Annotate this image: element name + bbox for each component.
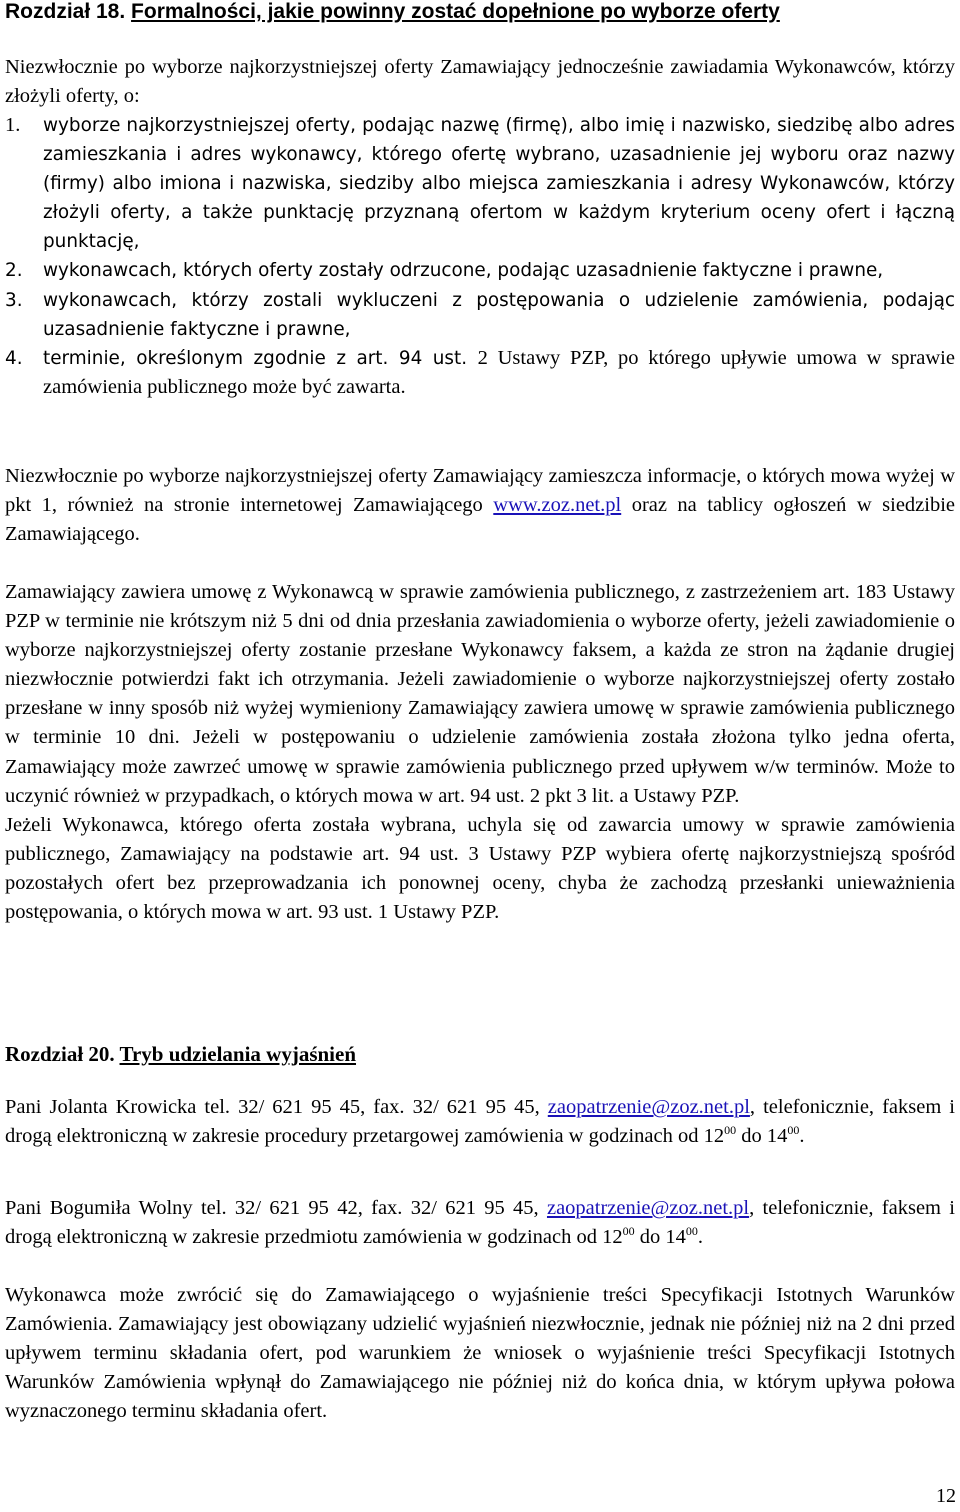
contract-paragraph: Zamawiający zawiera umowę z Wykonawcą w sprawie zamówienia publicznego, z zastrzeżeniem art. 183 Ustawy PZP w terminie nie krótszym niż 5 dni od dnia przesłania zawiadomienia o wyborze oferty, jeżeli zawiadomienie o wyborze najkorzystniejszej oferty zostanie przesłane Wykonawcy faksem, a każda ze stron na żądanie drugiej niezwłocznie potwierdzi fakt ich otrzymania. Jeżeli zawiadomienie o wyborze najkorzystniejszej oferty zostało przesłane w inny sposób niż wyżej wymieniony Zamawiający zawiera umowę w sprawie zamówienia publicznego w terminie 10 dni. Jeżeli w postępowaniu o udzielenie zamówienia została złożona tylko jedna oferta, Zamawiający może zawrzeć umowę w sprawie zamówienia publicznego przed upływem w/w terminów. Może to uczynić również w przypadkach, o których mowa w art. 94 ust. 2 pkt 3 lit. a Ustawy PZP. bbox=[5, 581, 955, 807]
chapter-20-title: Tryb udzielania wyjaśnień bbox=[119, 1042, 357, 1066]
clarification-paragraph: Wykonawca może zwrócić się do Zamawiającego o wyjaśnienie treści Specyfikacji Istotnych Warunków Zamówienia. Zamawiający jest obowiązany udzielić wyjaśnień niezwłocznie, jednak nie później niż na 2 dni przed upływem terminu składania ofert, pod warunkiem że wniosek o wyjaśnienie treści Specyfikacji Istotnych Warunków Zamówienia wpłynął do Zamawiającego nie później niż do końca dnia, w którym upływa połowa wyznaczonego terminu składania ofert. bbox=[5, 1284, 955, 1423]
chapter-18-heading bbox=[5, 0, 780, 26]
list-item-text: wyborze najkorzystniejszej oferty, podając nazwę (firmę), albo imię i nazwisko, siedzibę albo adres zamieszkania i adres wykonawcy, którego ofertę wybrano, uzasadnienie jej wyboru oraz nazwy (firmy) albo imiona i nazwiska, siedziby albo miejsca zamieszkania i adresy Wykonawców, którzy złożyli oferty, a także punktację przyznaną ofertom w każdym kryterium oceny ofert i łączną punktację, bbox=[43, 115, 955, 253]
list-item bbox=[5, 286, 955, 344]
contact-1-text-mid: do 14 bbox=[736, 1125, 788, 1148]
contract-section bbox=[5, 578, 955, 927]
contract-paragraph-2: Jeżeli Wykonawca, którego oferta została wybrana, uchyla się od zawarcia umowy w sprawie zamówienia publicznego, Zamawiający na podstawie art. 94 ust. 3 Ustawy PZP wybiera ofertę najkorzystniejszą spośród pozostałych ofert bez przeprowadzania ich ponownej oceny, chyba że zachodzą przesłanki unieważnienia postępowania, o których mowa w art. 93 ust. 1 Ustawy PZP. bbox=[5, 813, 955, 924]
contact-paragraph-1 bbox=[5, 1093, 955, 1151]
email-link-1[interactable]: zaopatrzenie@zoz.net.pl bbox=[547, 1096, 750, 1118]
contact-paragraph-2 bbox=[5, 1194, 955, 1252]
list-item-number: 3. bbox=[5, 289, 23, 311]
list-item bbox=[5, 111, 955, 256]
list-item-text-serif: 2 Ustawy PZP, po którego upływie umowa w sprawie zamówienia publicznego może być zawarta. bbox=[43, 346, 955, 398]
hour-superscript: 00 bbox=[685, 1224, 698, 1239]
chapter-18-number: Rozdział 18. bbox=[5, 0, 126, 23]
chapter-20-number: Rozdział 20. bbox=[5, 1042, 115, 1066]
list-item-text: wykonawcach, których oferty zostały odrzucone, podając uzasadnienie faktyczne i prawne, bbox=[43, 260, 884, 282]
list-item-number: 1. bbox=[5, 114, 21, 136]
publication-paragraph bbox=[5, 462, 955, 549]
contact-1-text-after: , telefonicznie, faksem i drogą elektroniczną w zakresie procedury przetargowej zamówienia w godzinach od 12 bbox=[5, 1096, 956, 1148]
hour-superscript: 00 bbox=[622, 1224, 635, 1239]
contact-1-text: Pani Jolanta Krowicka tel. 32/ 621 95 45, fax. 32/ 621 95 45, bbox=[5, 1096, 540, 1118]
hour-superscript: 00 bbox=[787, 1123, 800, 1138]
publication-text: Niezwłocznie po wyborze najkorzystniejszej oferty Zamawiający zamieszcza informacje, o których mowa wyżej w pkt 1, również na stronie internetowej Zamawiającego bbox=[5, 465, 955, 517]
contact-2-text-end: . bbox=[697, 1226, 703, 1249]
list-item bbox=[5, 256, 955, 285]
contact-2-text-after: , telefonicznie, faksem i drogą elektroniczną w zakresie przedmiotu zamówienia w godzinach od 12 bbox=[5, 1197, 955, 1249]
chapter-20-heading bbox=[5, 1040, 356, 1068]
intro-paragraph: Niezwłocznie po wyborze najkorzystniejszej oferty Zamawiający jednocześnie zawiadamia Wykonawców, którzy złożyli oferty, o: bbox=[5, 56, 955, 108]
notification-list bbox=[5, 111, 955, 402]
list-item bbox=[5, 344, 955, 402]
list-item-number: 4. bbox=[5, 347, 23, 369]
chapter-18-title: Formalności, jakie powinny zostać dopełnione po wyborze oferty bbox=[131, 0, 780, 23]
list-item-text: wykonawcach, którzy zostali wykluczeni z postępowania o udzielenie zamówienia, podając uzasadnienie faktyczne i prawne, bbox=[43, 289, 955, 340]
publication-text-after: oraz na tablicy ogłoszeń w siedzibie Zamawiającego. bbox=[5, 494, 956, 546]
email-link-2[interactable]: zaopatrzenie@zoz.net.pl bbox=[546, 1197, 750, 1219]
contact-2-text-mid: do 14 bbox=[634, 1226, 686, 1249]
page-number: 12 bbox=[936, 1485, 956, 1507]
website-link[interactable]: www.zoz.net.pl bbox=[493, 494, 622, 517]
list-item-number: 2. bbox=[5, 260, 23, 282]
list-item-text-sans: terminie, określonym zgodnie z art. 94 ust. bbox=[43, 347, 468, 369]
contact-2-text: Pani Bogumiła Wolny tel. 32/ 621 95 42, fax. 32/ 621 95 45, bbox=[5, 1197, 539, 1219]
hour-superscript: 00 bbox=[724, 1123, 737, 1138]
contact-1-text-end: . bbox=[799, 1125, 805, 1148]
